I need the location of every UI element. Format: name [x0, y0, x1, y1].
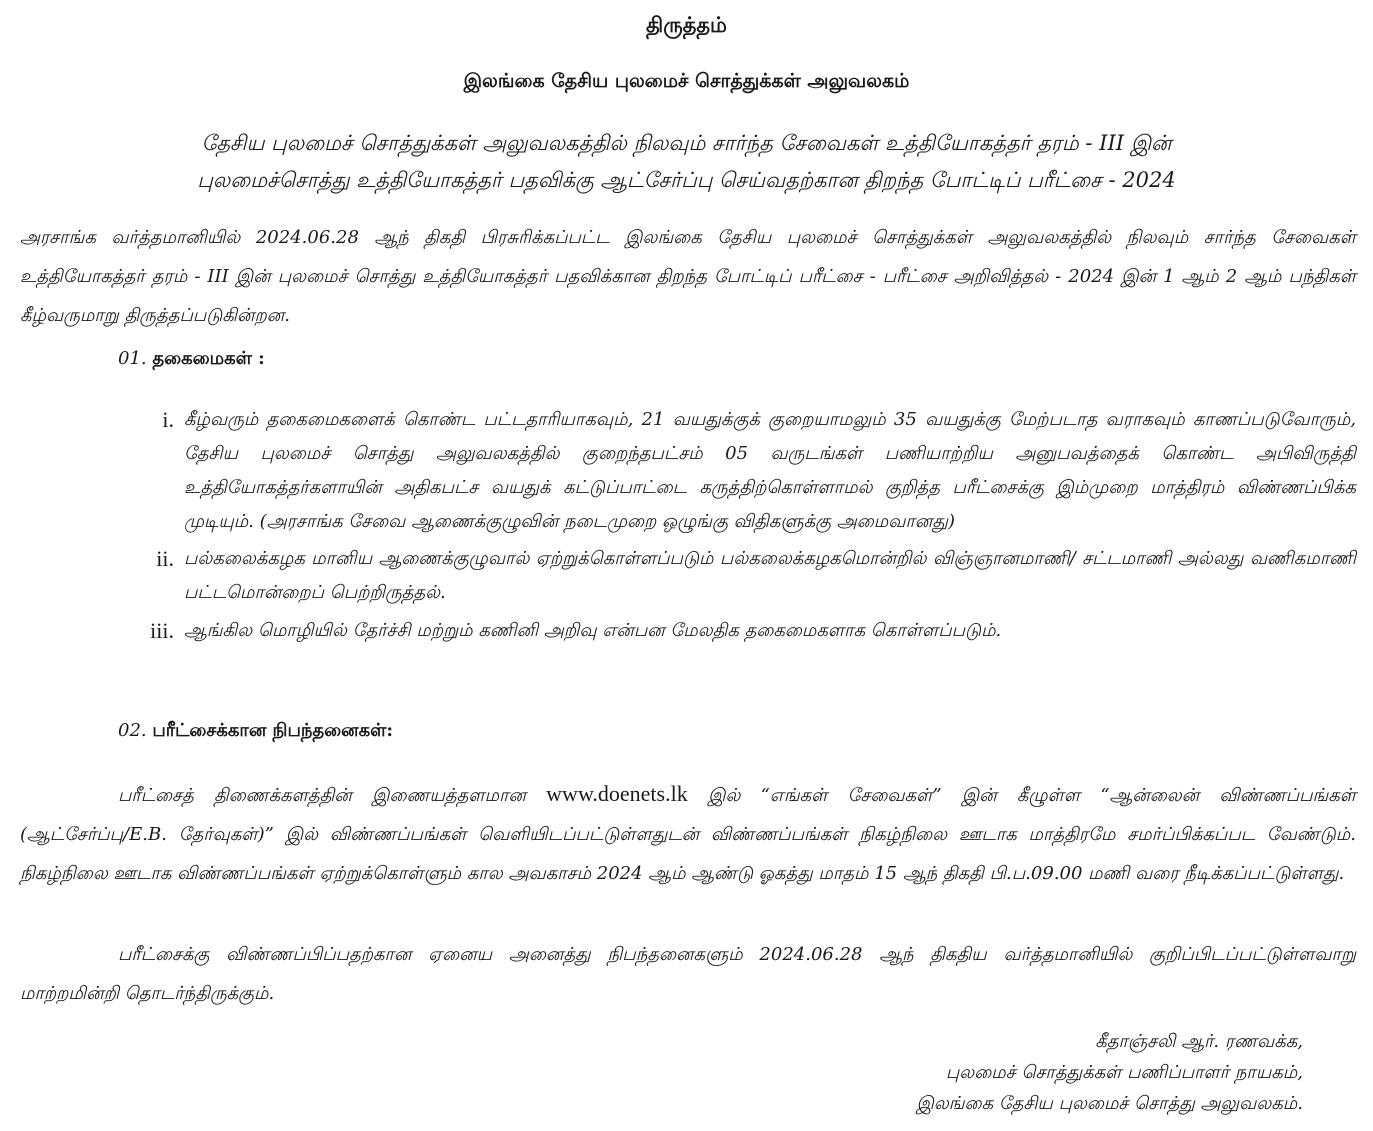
list-item-text: ஆங்கில மொழியில் தேர்ச்சி மற்றும் கணினி அறிவு என்பன மேலதிக தகைமைகளாக கொள்ளப்படும்.: [184, 620, 1002, 641]
list-item-number: ii.: [156, 546, 174, 571]
conditions-text-before-url: பரீட்சைத் திணைக்களத்தின் இணையத்தளமான: [118, 785, 526, 806]
list-item-number: i.: [162, 407, 174, 432]
list-item-text: பல்கலைக்கழக மானிய ஆணைக்குழுவால் ஏற்றுக்கொள்ளப்படும் பல்கலைக்கழகமொன்றில் விஞ்ஞானமாணி/ சட்டமாணி அல்லது வணிகமாணி பட்டமொன்றைப் பெற்றிருத்தல்.: [184, 548, 1356, 603]
section-2-heading: [118, 716, 393, 746]
subject-line-2: புலமைச்சொத்து உத்தியோகத்தர் பதவிக்கு ஆட்சேர்ப்பு செய்வதற்கான திறந்த போட்டிப் பரீட்சை - 2024: [197, 168, 1176, 192]
qualifications-list: [140, 403, 1356, 648]
section-2-number: 02.: [118, 720, 147, 741]
subject-line-1: தேசிய புலமைச் சொத்துக்கள் அலுவலகத்தில் நிலவும் சார்ந்த சேவைகள் உத்தியோகத்தர் தரம் - III இன்: [201, 131, 1172, 155]
website-link[interactable]: www.doenets.lk: [546, 781, 688, 806]
signatory-designation: புலமைச் சொத்துக்கள் பணிப்பாளர் நாயகம்,: [945, 1062, 1303, 1083]
list-item: [140, 403, 1356, 539]
list-item-text: கீழ்வரும் தகைமைகளைக் கொண்ட பட்டதாரியாகவும், 21 வயதுக்குக் குறையாமலும் 35 வயதுக்கு மேற்படாத வராகவும் காணப்படுவோரும், தேசிய புலமைச் சொத்து அலுவலகத்தில் குறைந்தபட்சம் 05 வருடங்கள் பணியாற்றிய அனுபவத்தைக் கொண்ட அபிவிருத்தி உத்தியோகத்தர்களாயின் அதிகபட்ச வயதுக் கட்டுப்பாட்டை கருத்திற்கொள்ளாமல் குறித்த பரீட்சைக்கு இம்முறை மாத்திரம் விண்ணப்பிக்க முடியும். (அரசாங்க சேவை ஆணைக்குழுவின் நடைமுறை ஒழுங்கு விதிகளுக்கு அமைவானது): [184, 409, 1356, 532]
office-name: இலங்கை தேசிய புலமைச் சொத்துக்கள் அலுவலகம்: [463, 70, 910, 92]
intro-paragraph: அரசாங்க வர்த்தமானியில் 2024.06.28 ஆந் திகதி பிரசுரிக்கப்பட்ட இலங்கை தேசிய புலமைச் சொத்துக்கள் அலுவலகத்தில் நிலவும் சார்ந்த சேவைகள் உத்தியோகத்தர் தரம் - III இன் புலமைச் சொத்து உத்தியோகத்தர் பதவிக்கான திறந்த போட்டிப் பரீட்சை - பரீட்சை அறிவித்தல் - 2024 இன் 1 ஆம் 2 ஆம் பந்திகள் கீழ்வருமாறு திருத்தப்படுகின்றன.: [20, 227, 1356, 326]
signatory-organization: இலங்கை தேசிய புலமைச் சொத்து அலுவலகம்.: [916, 1093, 1303, 1114]
section-1-heading: [118, 344, 265, 374]
signatory-name: கீதாஞ்சலி ஆர். ரணவக்க,: [1095, 1031, 1303, 1052]
section-1-number: 01.: [118, 348, 147, 369]
document-title: திருத்தம்: [646, 12, 727, 37]
section-1-title: தகைமைகள் :: [152, 348, 265, 369]
conditions-text-after-url: இல் “எங்கள் சேவைகள்” இன் கீழுள்ள “ஆன்லைன் விண்ணப்பங்கள் (ஆட்சேர்ப்பு/E.B. தேர்வுகள்)” இல் விண்ணப்பங்கள் வெளியிடப்பட்டுள்ளதுடன் விண்ணப்பங்கள் நிகழ்நிலை ஊடாக மாத்திரமே சமர்ப்பிக்கப்பட வேண்டும். நிகழ்நிலை ஊடாக விண்ணப்பங்கள் ஏற்றுக்கொள்ளும் கால அவகாசம் 2024 ஆம் ஆண்டு ஓகத்து மாதம் 15 ஆந் திகதி பி.ப.09.00 மணி வரை நீடிக்கப்பட்டுள்ளது.: [20, 785, 1357, 884]
section-2-title: பரீட்சைக்கான நிபந்தனைகள்:: [152, 720, 394, 741]
conditions-paragraph-2: பரீட்சைக்கு விண்ணப்பிப்பதற்கான ஏனைய அனைத்து நிபந்தனைகளும் 2024.06.28 ஆந் திகதிய வர்த்தமானியில் குறிப்பிடப்பட்டுள்ளவாறு மாற்றமின்றி தொடர்ந்திருக்கும்.: [20, 944, 1356, 1004]
subject-heading: [80, 125, 1293, 199]
list-item: [140, 614, 1356, 648]
list-item-number: iii.: [150, 618, 174, 643]
signature-block: [916, 1026, 1303, 1119]
conditions-paragraph-1: [20, 774, 1356, 893]
list-item: [140, 542, 1356, 610]
